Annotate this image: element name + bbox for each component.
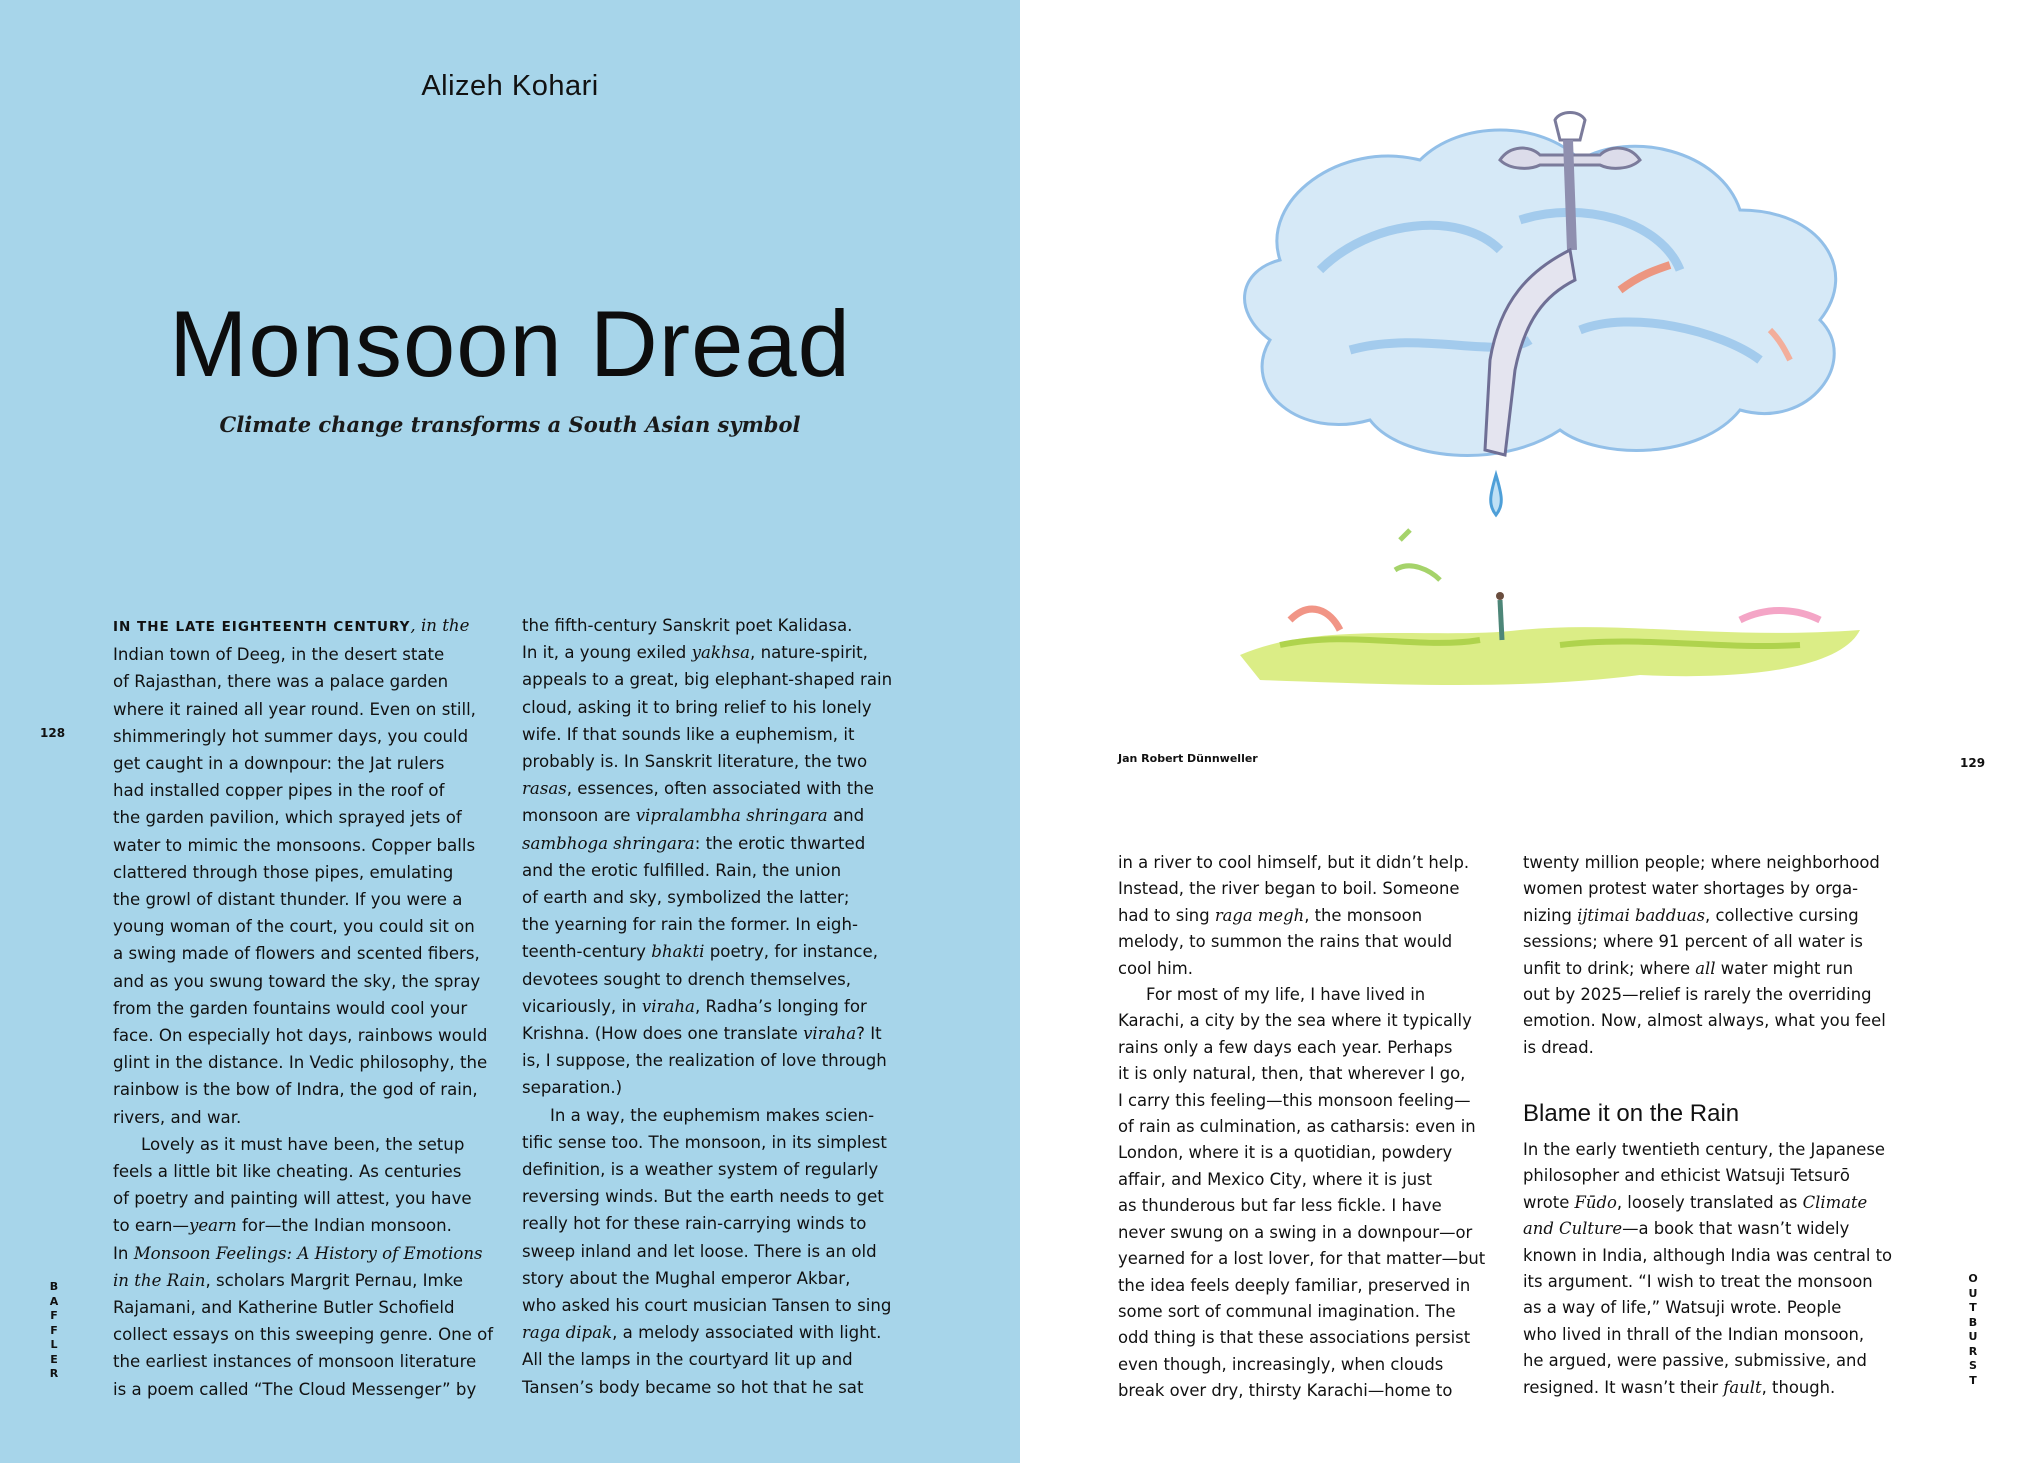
text-line: young woman of the court, you could sit on — [113, 917, 475, 937]
text-line: rivers, and war. — [113, 1107, 242, 1127]
text-line: he argued, were passive, submissive, and — [1523, 1351, 1867, 1371]
text-line: Rajamani, and Katherine Butler Schofield — [113, 1298, 455, 1318]
grass-drawing — [1240, 530, 1860, 685]
vertical-letter: F — [50, 1309, 58, 1322]
text-line: clattered through those pipes, emulating — [113, 862, 454, 882]
text-line: appeals to a great, big elephant-shaped rain — [522, 670, 893, 690]
text-line: twenty million people; where neighborhood — [1523, 853, 1880, 872]
text-line: nizing ijtimai badduas, collective cursing — [1523, 905, 1859, 925]
text-line: resigned. It wasn’t their fault, though. — [1523, 1377, 1836, 1397]
text-line: of earth and sky, symbolized the latter; — [522, 888, 850, 908]
text-line: the growl of distant thunder. If you were a — [113, 890, 463, 910]
text-line: melody, to summon the rains that would — [1118, 932, 1453, 952]
text-line: as a way of life,” Watsuji wrote. People — [1523, 1298, 1842, 1318]
page-number-right: 129 — [1960, 756, 1986, 770]
text-line: Indian town of Deeg, in the desert state — [113, 645, 445, 665]
text-line: reversing winds. But the earth needs to get — [522, 1187, 884, 1207]
text-line: break over dry, thirsty Karachi—home to — [1118, 1381, 1453, 1401]
vertical-letter: S — [1969, 1359, 1977, 1372]
text-line: wrote Fūdo, loosely translated as Climate — [1523, 1192, 1868, 1212]
text-line: is, I suppose, the realization of love through — [522, 1051, 887, 1071]
text-line: Karachi, a city by the sea where it typically — [1118, 1011, 1472, 1031]
text-line: sambhoga shringara: the erotic thwarted — [522, 833, 866, 853]
text-line: In it, a young exiled yakhsa, nature-spirit, — [522, 643, 868, 663]
text-line: cloud, asking it to bring relief to his lonely — [522, 697, 872, 717]
text-line: yearned for a lost lover, for that matter—but — [1118, 1249, 1486, 1269]
text-line: collect essays on this sweeping genre. One of — [113, 1325, 494, 1345]
text-line: Lovely as it must have been, the setup — [141, 1134, 465, 1154]
body-column-5 — [1523, 1137, 1892, 1401]
page-number-left: 128 — [40, 726, 66, 740]
text-line: separation.) — [522, 1078, 623, 1098]
text-line: All the lamps in the courtyard lit up and — [522, 1350, 853, 1370]
vertical-letter: F — [50, 1323, 58, 1337]
text-line: as thunderous but far less fickle. I have — [1118, 1196, 1442, 1216]
text-line: rains only a few days each year. Perhaps — [1118, 1037, 1453, 1057]
text-line: glint in the distance. In Vedic philosophy, the — [113, 1053, 488, 1073]
text-line: face. On especially hot days, rainbows would — [113, 1026, 488, 1046]
text-line: story about the Mughal emperor Akbar, — [522, 1268, 851, 1288]
text-line: Instead, the river began to boil. Someone — [1118, 879, 1460, 899]
text-line: monsoon are vipralambha shringara and — [522, 806, 865, 826]
illustration-credit: Jan Robert Dünnweller — [1118, 752, 1258, 765]
text-line: and the erotic fulfilled. Rain, the union — [522, 860, 842, 880]
text-line: For most of my life, I have lived in — [1146, 985, 1426, 1005]
text-line: IN THE LATE EIGHTEENTH CENTURY, in the — [113, 616, 470, 635]
vertical-letter: U — [1968, 1286, 1978, 1300]
text-line: get caught in a downpour: the Jat rulers — [113, 754, 445, 774]
text-line: the earliest instances of monsoon literature — [113, 1352, 477, 1372]
faucet-illustration — [1200, 100, 1900, 740]
text-line: its argument. “I wish to treat the monsoon — [1523, 1272, 1873, 1292]
text-line: devotees sought to drench themselves, — [522, 969, 852, 989]
magazine-vertical-label — [47, 1280, 61, 1382]
text-line: really hot for these rain-carrying winds to — [522, 1214, 867, 1234]
text-line: the garden pavilion, which sprayed jets of — [113, 808, 462, 828]
text-line: some sort of communal imagination. The — [1118, 1301, 1456, 1321]
text-line: the fifth-century Sanskrit poet Kalidasa. — [522, 616, 853, 635]
text-line: In Monsoon Feelings: A History of Emotions — [113, 1243, 483, 1263]
text-line: women protest water shortages by orga- — [1523, 879, 1859, 899]
vertical-letter: A — [49, 1294, 59, 1308]
text-line: and as you swung toward the sky, the spray — [113, 971, 481, 991]
body-column-4 — [1523, 850, 1886, 1061]
text-line: from the garden fountains would cool your — [113, 998, 468, 1018]
text-line: In a way, the euphemism makes scien- — [550, 1105, 875, 1125]
vertical-letter: E — [50, 1352, 58, 1366]
vertical-letter: R — [49, 1367, 59, 1380]
text-line: Krishna. (How does one translate viraha? It — [522, 1024, 882, 1044]
vertical-letter: B — [49, 1280, 59, 1293]
text-line: feels a little bit like cheating. As centuries — [113, 1162, 462, 1182]
text-line: vicariously, in viraha, Radha’s longing for — [522, 996, 867, 1016]
text-line: a swing made of flowers and scented fibers, — [113, 944, 480, 964]
author-name: Alizeh Kohari — [421, 70, 599, 102]
text-line: even though, increasingly, when clouds — [1118, 1354, 1444, 1374]
text-line: where it rained all year round. Even on still, — [113, 699, 476, 719]
text-line: of rain as culmination, as catharsis: even in — [1118, 1117, 1476, 1137]
text-line: in a river to cool himself, but it didn’t help. — [1118, 853, 1470, 872]
text-line: had installed copper pipes in the roof of — [113, 781, 445, 801]
text-line: London, where it is a quotidian, powdery — [1118, 1143, 1453, 1163]
text-line: cool him. — [1118, 958, 1193, 978]
vertical-letter: U — [1968, 1330, 1978, 1343]
text-line: rainbow is the bow of Indra, the god of rain, — [113, 1080, 478, 1100]
text-line: it is only natural, then, that wherever I go, — [1118, 1064, 1466, 1084]
vertical-letter: T — [1969, 1373, 1977, 1387]
article-title: Monsoon Dread — [169, 291, 851, 396]
text-line: never swung on a swing in a downpour—or — [1118, 1222, 1473, 1242]
text-line: tific sense too. The monsoon, in its simplest — [522, 1132, 887, 1152]
text-line: is dread. — [1523, 1037, 1594, 1057]
text-line: the yearning for rain the former. In eigh- — [522, 915, 858, 935]
text-line: wife. If that sounds like a euphemism, it — [522, 724, 855, 744]
text-line: out by 2025—relief is rarely the overriding — [1523, 985, 1872, 1005]
vertical-letter: L — [50, 1338, 58, 1351]
body-column-3 — [1118, 850, 1485, 1405]
text-line: of Rajasthan, there was a palace garden — [113, 672, 449, 692]
text-line: unfit to drink; where all water might run — [1523, 958, 1854, 978]
text-line: teenth-century bhakti poetry, for instance, — [522, 942, 879, 962]
text-line: definition, is a weather system of regularly — [522, 1160, 879, 1180]
text-line: and Culture—a book that wasn’t widely — [1523, 1219, 1850, 1239]
vertical-letter: R — [1968, 1344, 1978, 1358]
text-line: In the early twentieth century, the Japanese — [1523, 1140, 1885, 1159]
text-line: had to sing raga megh, the monsoon — [1118, 905, 1423, 925]
text-line: to earn—yearn for—the Indian monsoon. — [113, 1216, 452, 1236]
text-line: is a poem called “The Cloud Messenger” by — [113, 1379, 477, 1399]
text-line: known in India, although India was central to — [1523, 1245, 1893, 1265]
text-line: who asked his court musician Tansen to sing — [522, 1296, 892, 1316]
vertical-letter: T — [1969, 1301, 1977, 1314]
text-line: water to mimic the monsoons. Copper balls — [113, 835, 476, 855]
article-subtitle: Climate change transforms a South Asian symbol — [219, 412, 801, 437]
text-line: the idea feels deeply familiar, preserved in — [1118, 1275, 1471, 1295]
section-vertical-label — [1966, 1272, 1980, 1388]
text-line: Tansen’s body became so hot that he sat — [522, 1377, 864, 1397]
text-line: raga dipak, a melody associated with light. — [522, 1323, 882, 1343]
text-line: philosopher and ethicist Watsuji Tetsurō — [1523, 1166, 1850, 1186]
section-heading: Blame it on the Rain — [1523, 1100, 1740, 1127]
body-column-1 — [113, 612, 493, 1403]
text-line: emotion. Now, almost always, what you feel — [1523, 1011, 1886, 1031]
text-line: in the Rain, scholars Margrit Pernau, Imke — [113, 1270, 463, 1290]
text-line: who lived in thrall of the Indian monsoon, — [1523, 1324, 1865, 1344]
text-line: rasas, essences, often associated with the — [522, 779, 875, 799]
text-line: I carry this feeling—this monsoon feeling— — [1118, 1090, 1471, 1110]
text-line: probably is. In Sanskrit literature, the two — [522, 752, 868, 772]
text-line: affair, and Mexico City, where it is just — [1118, 1169, 1433, 1189]
text-line: odd thing is that these associations persist — [1118, 1328, 1471, 1348]
text-line: of poetry and painting will attest, you have — [113, 1189, 472, 1209]
body-column-2 — [522, 612, 892, 1401]
text-line: sessions; where 91 percent of all water is — [1523, 932, 1863, 952]
text-line: shimmeringly hot summer days, you could — [113, 726, 469, 746]
vertical-letter: O — [1968, 1272, 1978, 1285]
text-line: sweep inland and let loose. There is an old — [522, 1241, 877, 1261]
vertical-letter: B — [1968, 1315, 1978, 1329]
